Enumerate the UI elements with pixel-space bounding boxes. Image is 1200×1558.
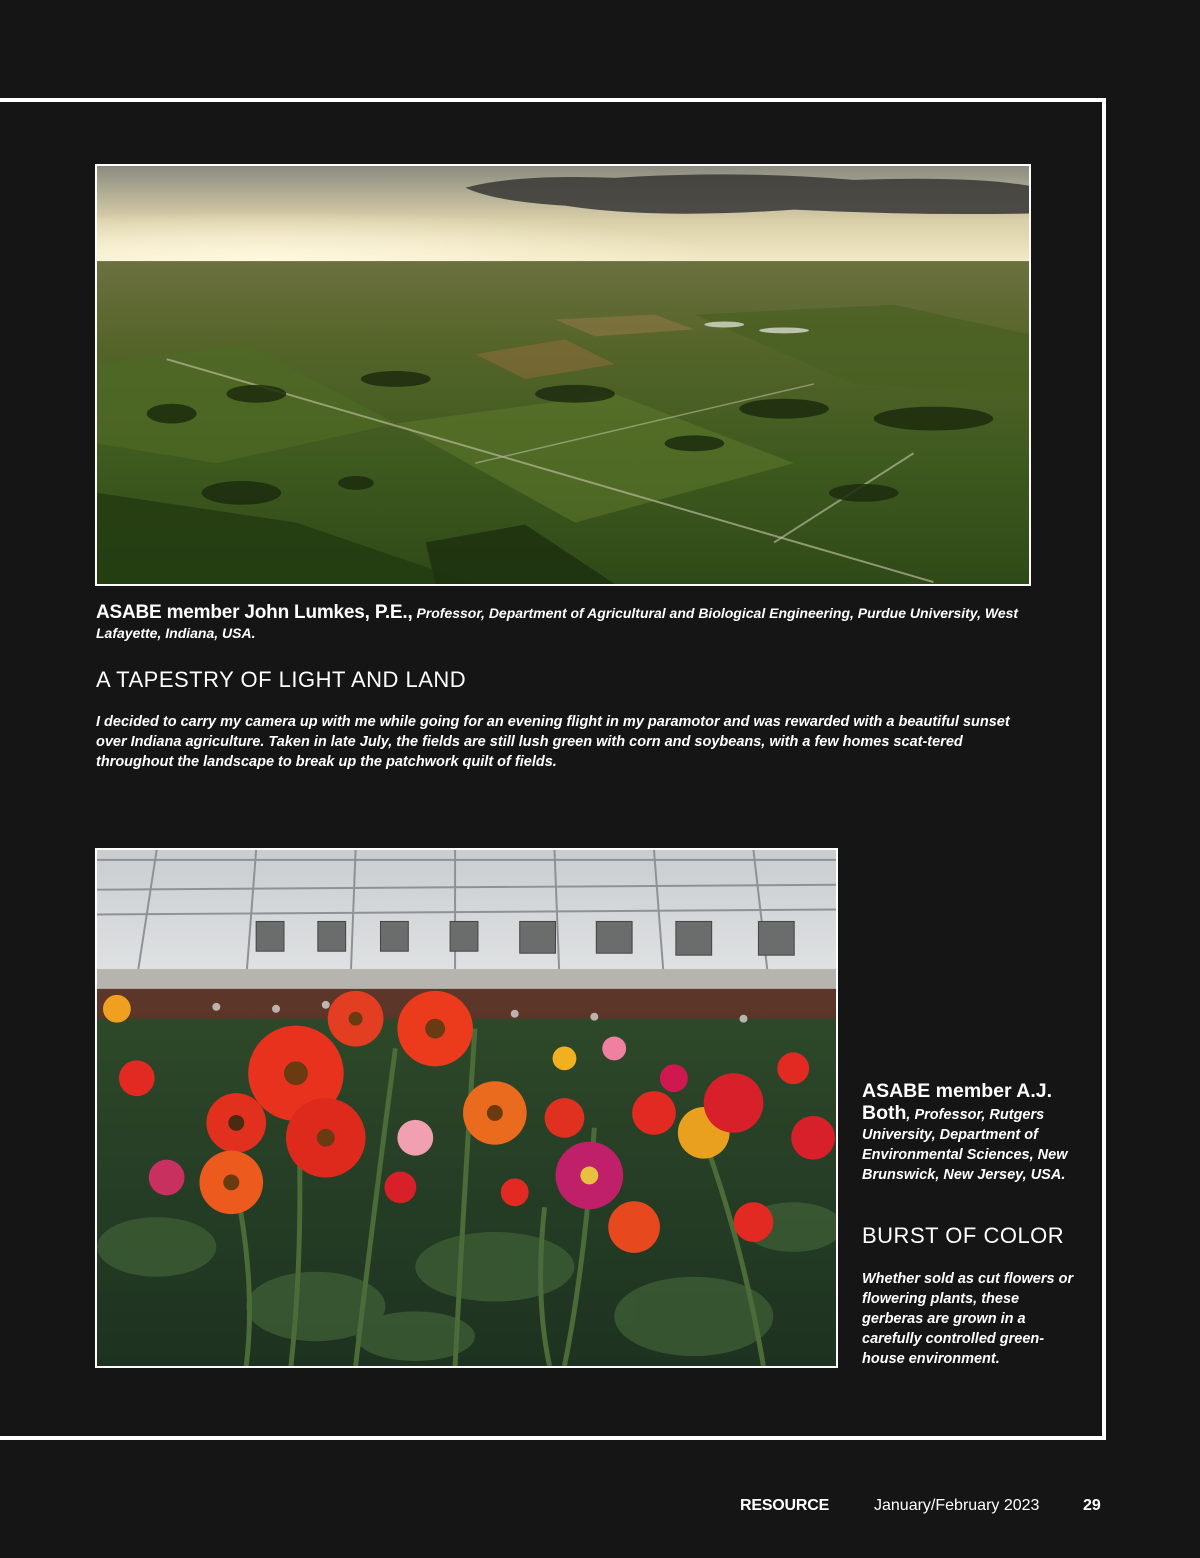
aerial-farmland-photo: [95, 164, 1031, 586]
photo-title-tapestry: A TAPESTRY OF LIGHT AND LAND: [96, 667, 467, 692]
photo-description-burst: Whether sold as cut flowers or flowering plants, these gerberas are grown in a carefully controlled green-house environment.: [862, 1271, 1074, 1367]
photo-credit-both: [862, 1081, 1092, 1185]
photo-description-tapestry: I decided to carry my camera up with me while going for an evening flight in my paramotor and was rewarded with a beautiful sunset over Indiana agriculture. Taken in late July, the fields are still lush green with corn and soybeans, with a few homes scat-tered throughout the landscape to break up the patchwork quilt of fields.: [96, 714, 1010, 770]
issue-date: January/February 2023: [874, 1497, 1040, 1514]
gerbera-image: [97, 850, 836, 1366]
photo-title-burst: BURST OF COLOR: [862, 1223, 1065, 1248]
farmland-image: [97, 166, 1029, 584]
greenhouse-gerbera-photo: [95, 848, 838, 1368]
credit-affiliation: Professor, Department of Agricultural and Biological Engineering, Purdue University, West Lafayette, Indiana, USA.: [96, 605, 1019, 641]
credit-affiliation: , Professor, Rutgers University, Department of Environmental Sciences, New Brunswick, New Jersey, USA.: [862, 1107, 1068, 1183]
page-number: 29: [1083, 1497, 1101, 1514]
credit-name: ASABE member John Lumkes, P.E.,: [96, 602, 413, 623]
credit-name: ASABE member A.J. Both: [862, 1080, 1053, 1124]
photo-credit-lumkes: [96, 603, 1036, 643]
magazine-name: RESOURCE: [740, 1497, 830, 1514]
